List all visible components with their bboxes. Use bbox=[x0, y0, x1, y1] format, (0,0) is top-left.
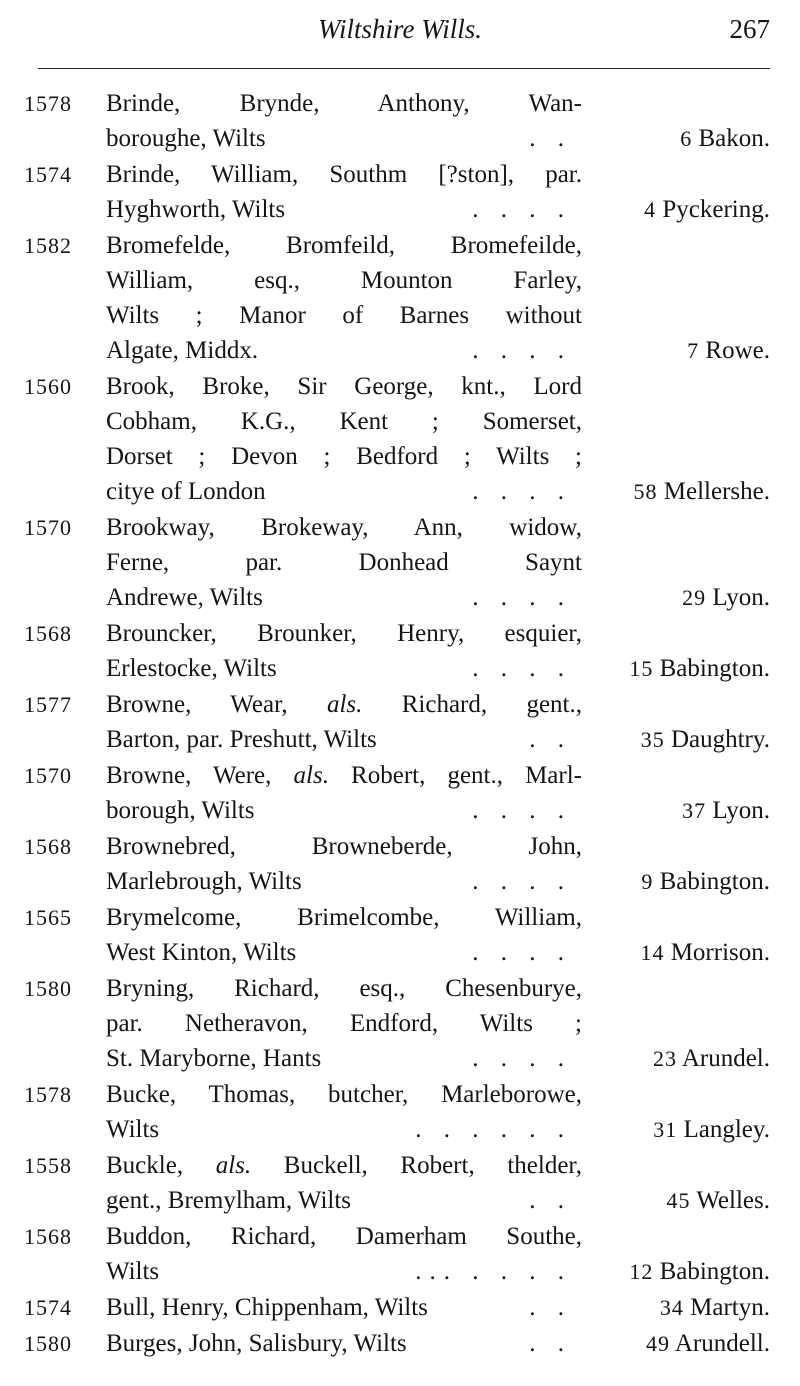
register-reference bbox=[646, 1326, 770, 1361]
register-name: Langley. bbox=[683, 1116, 770, 1143]
will-entry bbox=[0, 1077, 800, 1147]
register-folio-number: 31 bbox=[653, 1117, 678, 1142]
register-folio-number: 6 bbox=[680, 126, 693, 151]
entry-line: gent., Bremylham, Wilts bbox=[106, 1187, 352, 1214]
entry-line: Brook, Broke, Sir George, knt., Lord bbox=[106, 373, 582, 400]
entry-line: boroughe, Wilts bbox=[106, 125, 266, 152]
entry-line: Brouncker, Brounker, Henry, esquier, bbox=[106, 620, 582, 647]
dot-leaders: . . . . bbox=[472, 196, 572, 223]
register-folio-number: 14 bbox=[640, 940, 665, 965]
dot-leaders: . . . . . . bbox=[415, 1116, 572, 1143]
entry-line: Bryning, Richard, esq., Chesenburye, bbox=[106, 975, 582, 1002]
entry-year: 1574 bbox=[24, 162, 72, 187]
register-folio-number: 7 bbox=[687, 338, 700, 363]
entry-line: Brinde, Brynde, Anthony, Wan- bbox=[106, 90, 582, 117]
register-folio-number: 34 bbox=[659, 1295, 684, 1320]
will-entry bbox=[0, 758, 800, 828]
register-folio-number: 37 bbox=[682, 798, 707, 823]
register-folio-number: 12 bbox=[629, 1259, 654, 1284]
entry-line: Bromefelde, Bromfeild, Bromefeilde, bbox=[106, 232, 582, 259]
will-entry bbox=[0, 616, 800, 686]
register-folio-number: 35 bbox=[640, 727, 665, 752]
entry-line: Brymelcome, Brimelcombe, William, bbox=[106, 904, 582, 931]
will-entry bbox=[0, 157, 800, 227]
entry-line: par. Netheravon, Endford, Wilts ; bbox=[106, 1010, 582, 1037]
dot-leaders: . . . . bbox=[472, 584, 572, 611]
will-entry bbox=[0, 1290, 800, 1325]
register-folio-number: 9 bbox=[641, 869, 654, 894]
entry-line: William, esq., Mounton Farley, bbox=[106, 267, 582, 294]
page-number: 267 bbox=[729, 14, 770, 44]
entry-line: borough, Wilts bbox=[106, 797, 255, 824]
entry-line: Ferne, par. Donhead Saynt bbox=[106, 549, 582, 576]
dot-leaders: . . . . bbox=[472, 337, 572, 364]
entry-line: Bucke, Thomas, butcher, Marleborowe, bbox=[106, 1081, 582, 1108]
register-name: Pyckering. bbox=[662, 196, 770, 223]
register-reference bbox=[644, 192, 770, 227]
will-entry bbox=[0, 369, 800, 509]
register-name: Babington. bbox=[659, 1258, 770, 1285]
dot-leaders: . . bbox=[529, 726, 572, 753]
dot-leaders: . . . . bbox=[472, 655, 572, 682]
register-reference bbox=[682, 580, 770, 615]
entry-year: 1568 bbox=[24, 621, 72, 646]
entry-year: 1582 bbox=[24, 233, 72, 258]
header-rule bbox=[38, 68, 770, 69]
register-name: Rowe. bbox=[705, 337, 770, 364]
register-name: Babington. bbox=[659, 868, 770, 895]
register-folio-number: 15 bbox=[629, 656, 654, 681]
register-name: Martyn. bbox=[690, 1294, 770, 1321]
register-name: Bakon. bbox=[698, 125, 770, 152]
entry-year: 1568 bbox=[24, 834, 72, 859]
register-name: Daughtry. bbox=[670, 726, 770, 753]
will-entry bbox=[0, 971, 800, 1076]
dot-leaders: . . bbox=[529, 1330, 572, 1357]
register-name: Babington. bbox=[659, 655, 770, 682]
register-reference bbox=[629, 651, 770, 686]
entry-line: St. Maryborne, Hants bbox=[106, 1045, 322, 1072]
entry-year: 1565 bbox=[24, 905, 72, 930]
register-reference bbox=[667, 1183, 770, 1218]
register-folio-number: 29 bbox=[682, 585, 707, 610]
register-name: Mellershe. bbox=[663, 478, 770, 505]
register-reference bbox=[682, 793, 770, 828]
entry-line: Wilts bbox=[106, 1116, 160, 1143]
register-name: Morrison. bbox=[670, 939, 770, 966]
will-entry bbox=[0, 86, 800, 156]
register-folio-number: 23 bbox=[652, 1046, 677, 1071]
entry-line: Andrewe, Wilts bbox=[106, 584, 263, 611]
will-entry bbox=[0, 900, 800, 970]
dot-leaders: . . . . bbox=[472, 1045, 572, 1072]
dot-leaders: . . bbox=[529, 1187, 572, 1214]
entry-year: 1580 bbox=[24, 1331, 72, 1356]
entry-line: West Kinton, Wilts bbox=[106, 939, 297, 966]
running-title: Wiltshire Wills. bbox=[317, 14, 483, 44]
entry-text bbox=[106, 1290, 582, 1325]
register-reference bbox=[687, 333, 770, 368]
register-reference bbox=[634, 474, 770, 509]
register-reference bbox=[660, 1290, 770, 1325]
register-name: Welles. bbox=[696, 1187, 770, 1214]
register-folio-number: 58 bbox=[633, 479, 658, 504]
register-reference bbox=[641, 722, 770, 757]
will-entry bbox=[0, 1326, 800, 1361]
entry-year: 1570 bbox=[24, 515, 72, 540]
entry-text bbox=[106, 687, 582, 757]
entry-line: Marlebrough, Wilts bbox=[106, 868, 302, 895]
will-entry bbox=[0, 687, 800, 757]
will-entry bbox=[0, 228, 800, 368]
entry-line: Barton, par. Preshutt, Wilts bbox=[106, 726, 377, 753]
entry-line: Algate, Middx. bbox=[106, 337, 259, 364]
dot-leaders: . . . . bbox=[472, 868, 572, 895]
register-folio-number: 45 bbox=[666, 1188, 691, 1213]
register-name: Arundell. bbox=[674, 1330, 770, 1357]
register-reference bbox=[629, 1254, 770, 1289]
dot-leaders: ... . . . . bbox=[415, 1258, 572, 1285]
entry-line: Brownebred, Browneberde, John, bbox=[106, 833, 582, 860]
entry-year: 1574 bbox=[24, 1295, 72, 1320]
will-entry bbox=[0, 1219, 800, 1289]
entry-year: 1580 bbox=[24, 976, 72, 1001]
entry-line: Browne, Were, als. Robert, gent., Marl- bbox=[106, 762, 582, 789]
entry-year: 1578 bbox=[24, 1082, 72, 1107]
will-entry bbox=[0, 510, 800, 615]
entry-line: Cobham, K.G., Kent ; Somerset, bbox=[106, 408, 582, 435]
register-name: Arundel. bbox=[681, 1045, 770, 1072]
entry-line: Buckle, als. Buckell, Robert, thelder, bbox=[106, 1152, 582, 1179]
dot-leaders: . . . . bbox=[472, 797, 572, 824]
entry-line: citye of London bbox=[106, 478, 266, 505]
entry-line: Bull, Henry, Chippenham, Wilts bbox=[106, 1294, 428, 1321]
register-reference bbox=[680, 121, 770, 156]
entry-line: Burges, John, Salisbury, Wilts bbox=[106, 1330, 407, 1357]
register-name: Lyon. bbox=[712, 797, 770, 824]
entry-line: Brinde, William, Southm [?ston], par. bbox=[106, 161, 582, 188]
entry-line: Erlestocke, Wilts bbox=[106, 655, 277, 682]
entry-year: 1558 bbox=[24, 1153, 72, 1178]
entry-line: Browne, Wear, als. Richard, gent., bbox=[106, 691, 582, 718]
will-entry bbox=[0, 829, 800, 899]
entry-year: 1577 bbox=[24, 692, 72, 717]
register-reference bbox=[653, 1112, 770, 1147]
page-header bbox=[0, 14, 800, 54]
will-entries-list bbox=[0, 86, 800, 1362]
will-entry bbox=[0, 1148, 800, 1218]
entry-line: Brookway, Brokeway, Ann, widow, bbox=[106, 514, 582, 541]
register-reference bbox=[641, 864, 770, 899]
register-folio-number: 4 bbox=[644, 197, 657, 222]
entry-line: Hyghworth, Wilts bbox=[106, 196, 286, 223]
dot-leaders: . . . . bbox=[472, 939, 572, 966]
entry-line: Wilts ; Manor of Barnes without bbox=[106, 302, 582, 329]
dot-leaders: . . . . bbox=[472, 478, 572, 505]
entry-year: 1568 bbox=[24, 1224, 72, 1249]
register-reference bbox=[653, 1041, 770, 1076]
entry-line: Buddon, Richard, Damerham Southe, bbox=[106, 1223, 582, 1250]
entry-year: 1578 bbox=[24, 91, 72, 116]
entry-year: 1570 bbox=[24, 763, 72, 788]
dot-leaders: . . bbox=[529, 1294, 572, 1321]
entry-text bbox=[106, 1148, 582, 1218]
entry-text bbox=[106, 1326, 582, 1361]
entry-line: Wilts bbox=[106, 1258, 160, 1285]
register-folio-number: 49 bbox=[646, 1331, 670, 1356]
entry-line: Dorset ; Devon ; Bedford ; Wilts ; bbox=[106, 443, 582, 470]
register-reference bbox=[640, 935, 770, 970]
entry-text bbox=[106, 86, 582, 156]
entry-year: 1560 bbox=[24, 374, 72, 399]
dot-leaders: . . bbox=[529, 125, 572, 152]
register-name: Lyon. bbox=[712, 584, 770, 611]
